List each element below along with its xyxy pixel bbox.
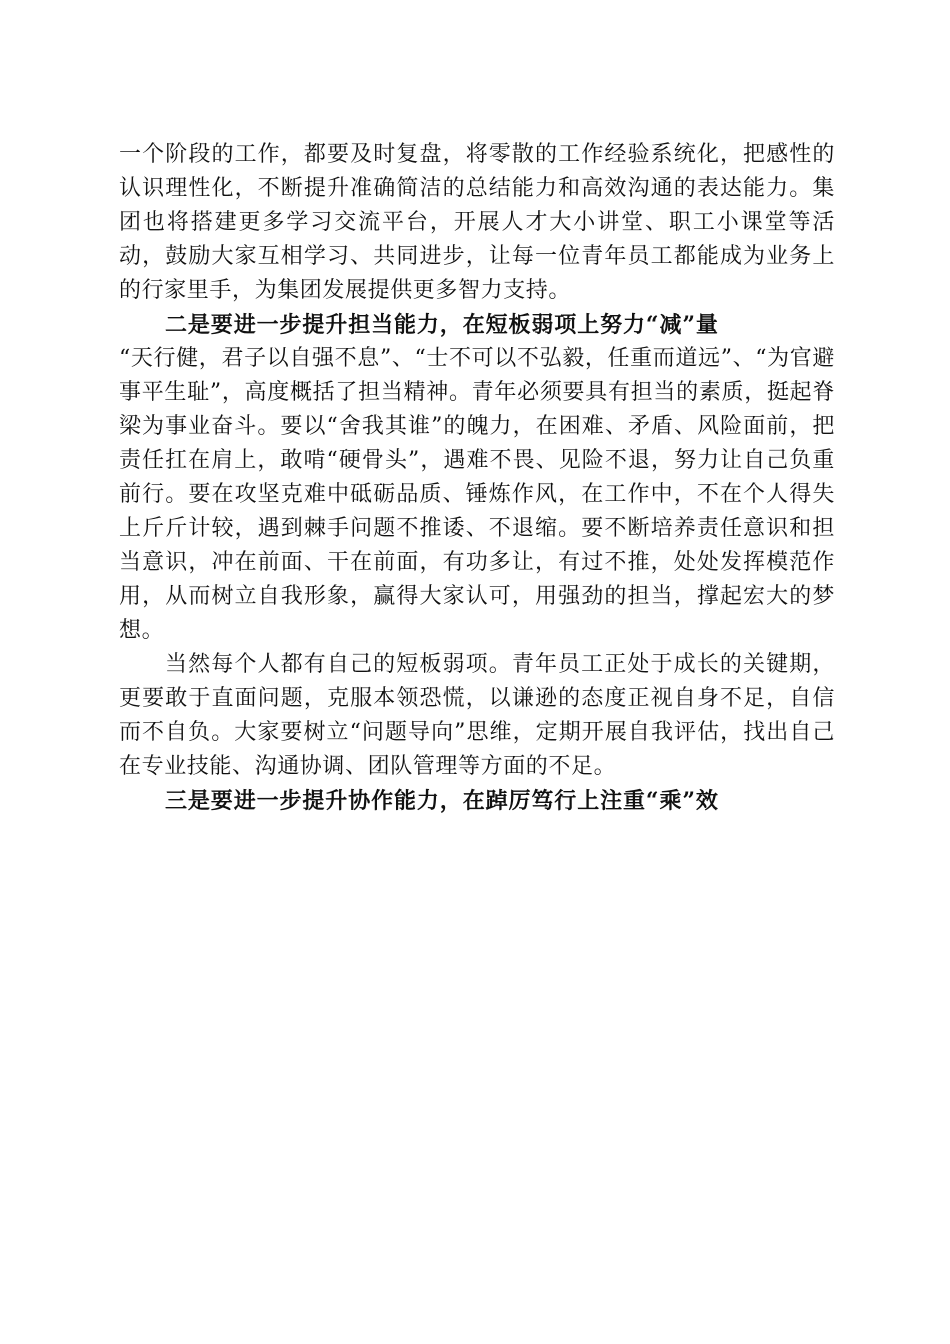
section-heading-responsibility: 二是要进一步提升担当能力，在短板弱项上努力“减”量	[165, 312, 719, 338]
document-body	[119, 138, 835, 818]
section-heading-collaboration: 三是要进一步提升协作能力，在踔厉笃行上注重“乘”效	[165, 788, 719, 814]
paragraph-reflection-continuation: 一个阶段的工作，都要及时复盘，将零散的工作经验系统化，把感性的认识理性化，不断提升准确简洁的总结能力和高效沟通的表达能力。集团也将搭建更多学习交流平台，开展人才大小讲堂、职工小课堂等活动，鼓励大家互相学习、共同进步，让每一位青年员工都能成为业务上的行家里手，为集团发展提供更多智力支持。	[119, 142, 835, 303]
paragraph-shortcomings: 当然每个人都有自己的短板弱项。青年员工正处于成长的关键期，更要敢于直面问题，克服本领恐慌，以谦逊的态度正视自身不足，自信而不自负。大家要树立“问题导向”思维，定期开展自我评估，找出自己在专业技能、沟通协调、团队管理等方面的不足。	[119, 652, 835, 779]
paragraph-responsibility: “天行健，君子以自强不息”、“士不可以不弘毅，任重而道远”、“为官避事平生耻”，高度概括了担当精神。青年必须要具有担当的素质，挺起脊梁为事业奋斗。要以“舍我其谁”的魄力，在困难、矛盾、风险面前，把责任扛在肩上，敢啃“硬骨头”，遇难不畏、见险不退，努力让自己负重前行。要在攻坚克难中砥砺品质、锤炼作风，在工作中，不在个人得失上斤斤计较，遇到棘手问题不推诿、不退缩。要不断培养责任意识和担当意识，冲在前面、干在前面，有功多让，有过不推，处处发挥模范作用，从而树立自我形象，赢得大家认可，用强劲的担当，撑起宏大的梦想。	[119, 346, 835, 643]
